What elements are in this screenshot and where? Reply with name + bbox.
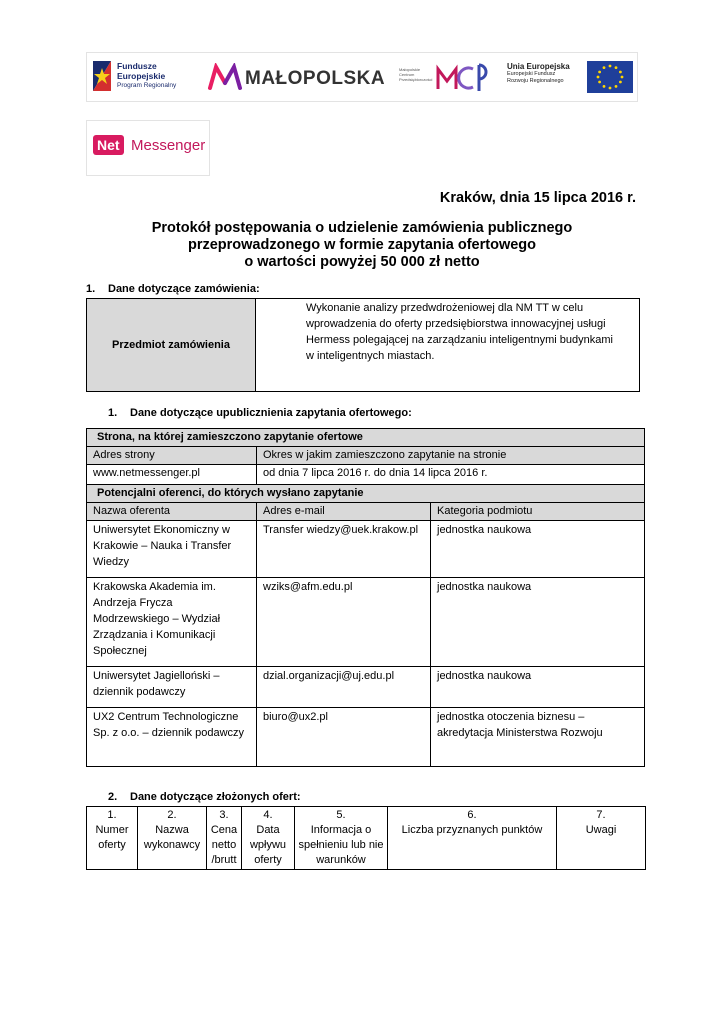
offeror-category: jednostka naukowa — [431, 667, 645, 708]
offers-col-number: 7. — [596, 809, 606, 821]
fundusze-line2: Europejskie — [117, 71, 166, 81]
net-messenger-logo — [86, 120, 210, 176]
offers-col-header — [87, 807, 138, 870]
malopolska-text: MAŁOPOLSKA — [245, 68, 386, 89]
unia-europejska-logo — [507, 59, 633, 95]
offers-col-number: 1. — [107, 809, 117, 821]
ue-line2: Europejski Fundusz — [507, 71, 556, 77]
net-messenger-text: Messenger — [131, 137, 206, 154]
offers-table — [86, 806, 646, 870]
order-subject-value: Wykonanie analizy przedwdrożeniowej dla NM TT w celu wprowadzenia do oferty przedsiębiorstwa innowacyjnej usługi Hermess polegającej na zarządzaniu inteligentnymi budynkami w inteligentnych miastach. — [256, 299, 640, 392]
offers-col-label: Data wpływu oferty — [249, 824, 287, 866]
section-3-title: Dane dotyczące złożonych ofert: — [130, 791, 301, 803]
offers-col-header — [242, 807, 295, 870]
malopolska-logo — [205, 59, 386, 95]
fundusze-europejskie-logo — [91, 59, 201, 95]
offeror-row — [87, 708, 645, 767]
document-title — [86, 220, 638, 271]
col-header-address: Adres strony — [87, 447, 257, 465]
fundusze-line1: Fundusze — [117, 61, 157, 71]
funding-logo-strip — [86, 52, 638, 102]
title-line-1: Protokół postępowania o udzielenie zamówienia publicznego — [151, 220, 573, 236]
malopolska-m-icon — [207, 63, 243, 91]
offeror-email: dzial.organizacji@uj.edu.pl — [257, 667, 431, 708]
offers-col-label: Uwagi — [585, 824, 617, 836]
ue-line1: Unia Europejska — [507, 62, 570, 71]
section-2-heading — [108, 407, 412, 419]
col-header-name: Nazwa oferenta — [87, 503, 257, 521]
section-1-number: 1. — [86, 283, 96, 295]
offers-col-number: 5. — [336, 809, 346, 821]
section-3-number: 2. — [108, 791, 118, 803]
offers-col-number: 4. — [263, 809, 273, 821]
offers-col-label: Nazwa wykonawcy — [143, 824, 201, 851]
offers-col-header — [295, 807, 388, 870]
mcp-mark-icon — [435, 61, 489, 93]
offers-col-label: Liczba przyznanych punktów — [401, 824, 543, 836]
offeror-name: Uniwersytet Ekonomiczny w Krakowie – Nauka i Transfer Wiedzy — [87, 521, 257, 578]
offeror-row — [87, 667, 645, 708]
publication-table — [86, 428, 645, 767]
offers-col-header — [388, 807, 557, 870]
offers-col-label: Informacja o spełnieniu lub nie warunków — [298, 824, 384, 866]
order-subject-label: Przedmiot zamówienia — [87, 299, 256, 392]
offeror-category: jednostka naukowa — [431, 578, 645, 667]
offers-col-label: Numer oferty — [95, 824, 129, 851]
mcp-text: Małopolskie Centrum Przedsiębiorczości — [399, 67, 433, 82]
net-messenger-net: Net — [93, 135, 124, 155]
section-2-number: 1. — [108, 407, 118, 419]
col-header-category: Kategoria podmiotu — [431, 503, 645, 521]
offeror-category: jednostka otoczenia biznesu – akredytacja Ministerstwa Rozwoju — [431, 708, 645, 767]
offers-col-header — [138, 807, 207, 870]
offeror-email: Transfer wiedzy@uek.krakow.pl — [257, 521, 431, 578]
offeror-row — [87, 521, 645, 578]
offers-col-label: Cena netto /brutt — [210, 824, 238, 866]
eu-flag-icon — [587, 61, 633, 93]
offeror-category: jednostka naukowa — [431, 521, 645, 578]
offers-col-header — [557, 807, 646, 870]
order-subject-table — [86, 298, 640, 392]
col-header-period: Okres w jakim zamieszczono zapytanie na stronie — [257, 447, 645, 465]
section-2-title: Dane dotyczące upublicznienia zapytania ofertowego: — [130, 407, 412, 419]
offers-col-header — [207, 807, 242, 870]
offers-col-number: 6. — [467, 809, 477, 821]
publication-period: od dnia 7 lipca 2016 r. do dnia 14 lipca 2016 r. — [257, 465, 645, 485]
website-address: www.netmessenger.pl — [87, 465, 257, 485]
offeror-email: biuro@ux2.pl — [257, 708, 431, 767]
fundusze-star-icon — [91, 59, 115, 93]
section-3-heading — [108, 791, 301, 803]
offeror-row — [87, 578, 645, 667]
date-line: Kraków, dnia 15 lipca 2016 r. — [439, 190, 636, 206]
title-line-2: przeprowadzonego w formie zapytania ofertowego — [187, 237, 537, 253]
mcp-logo — [399, 61, 489, 95]
offeror-name: Krakowska Akademia im. Andrzeja Frycza Modrzewskiego – Wydział Zrządzania i Komunikacji Społecznej — [87, 578, 257, 667]
website-section-header: Strona, na której zamieszczono zapytanie ofertowe — [87, 429, 645, 447]
offeror-name: UX2 Centrum Technologiczne Sp. z o.o. – dziennik podawczy — [87, 708, 257, 767]
col-header-email: Adres e-mail — [257, 503, 431, 521]
title-line-3: o wartości powyżej 50 000 zł netto — [244, 254, 480, 270]
ue-line3: Rozwoju Regionalnego — [507, 78, 564, 84]
offeror-name: Uniwersytet Jagielloński – dziennik podawczy — [87, 667, 257, 708]
offerors-section-header: Potencjalni oferenci, do których wysłano zapytanie — [87, 485, 645, 503]
offeror-email: wziks@afm.edu.pl — [257, 578, 431, 667]
offers-col-number: 3. — [219, 809, 229, 821]
offers-col-number: 2. — [167, 809, 177, 821]
fundusze-line3: Program Regionalny — [117, 82, 177, 89]
section-1-heading — [86, 283, 260, 295]
section-1-title: Dane dotyczące zamówienia: — [108, 283, 260, 295]
